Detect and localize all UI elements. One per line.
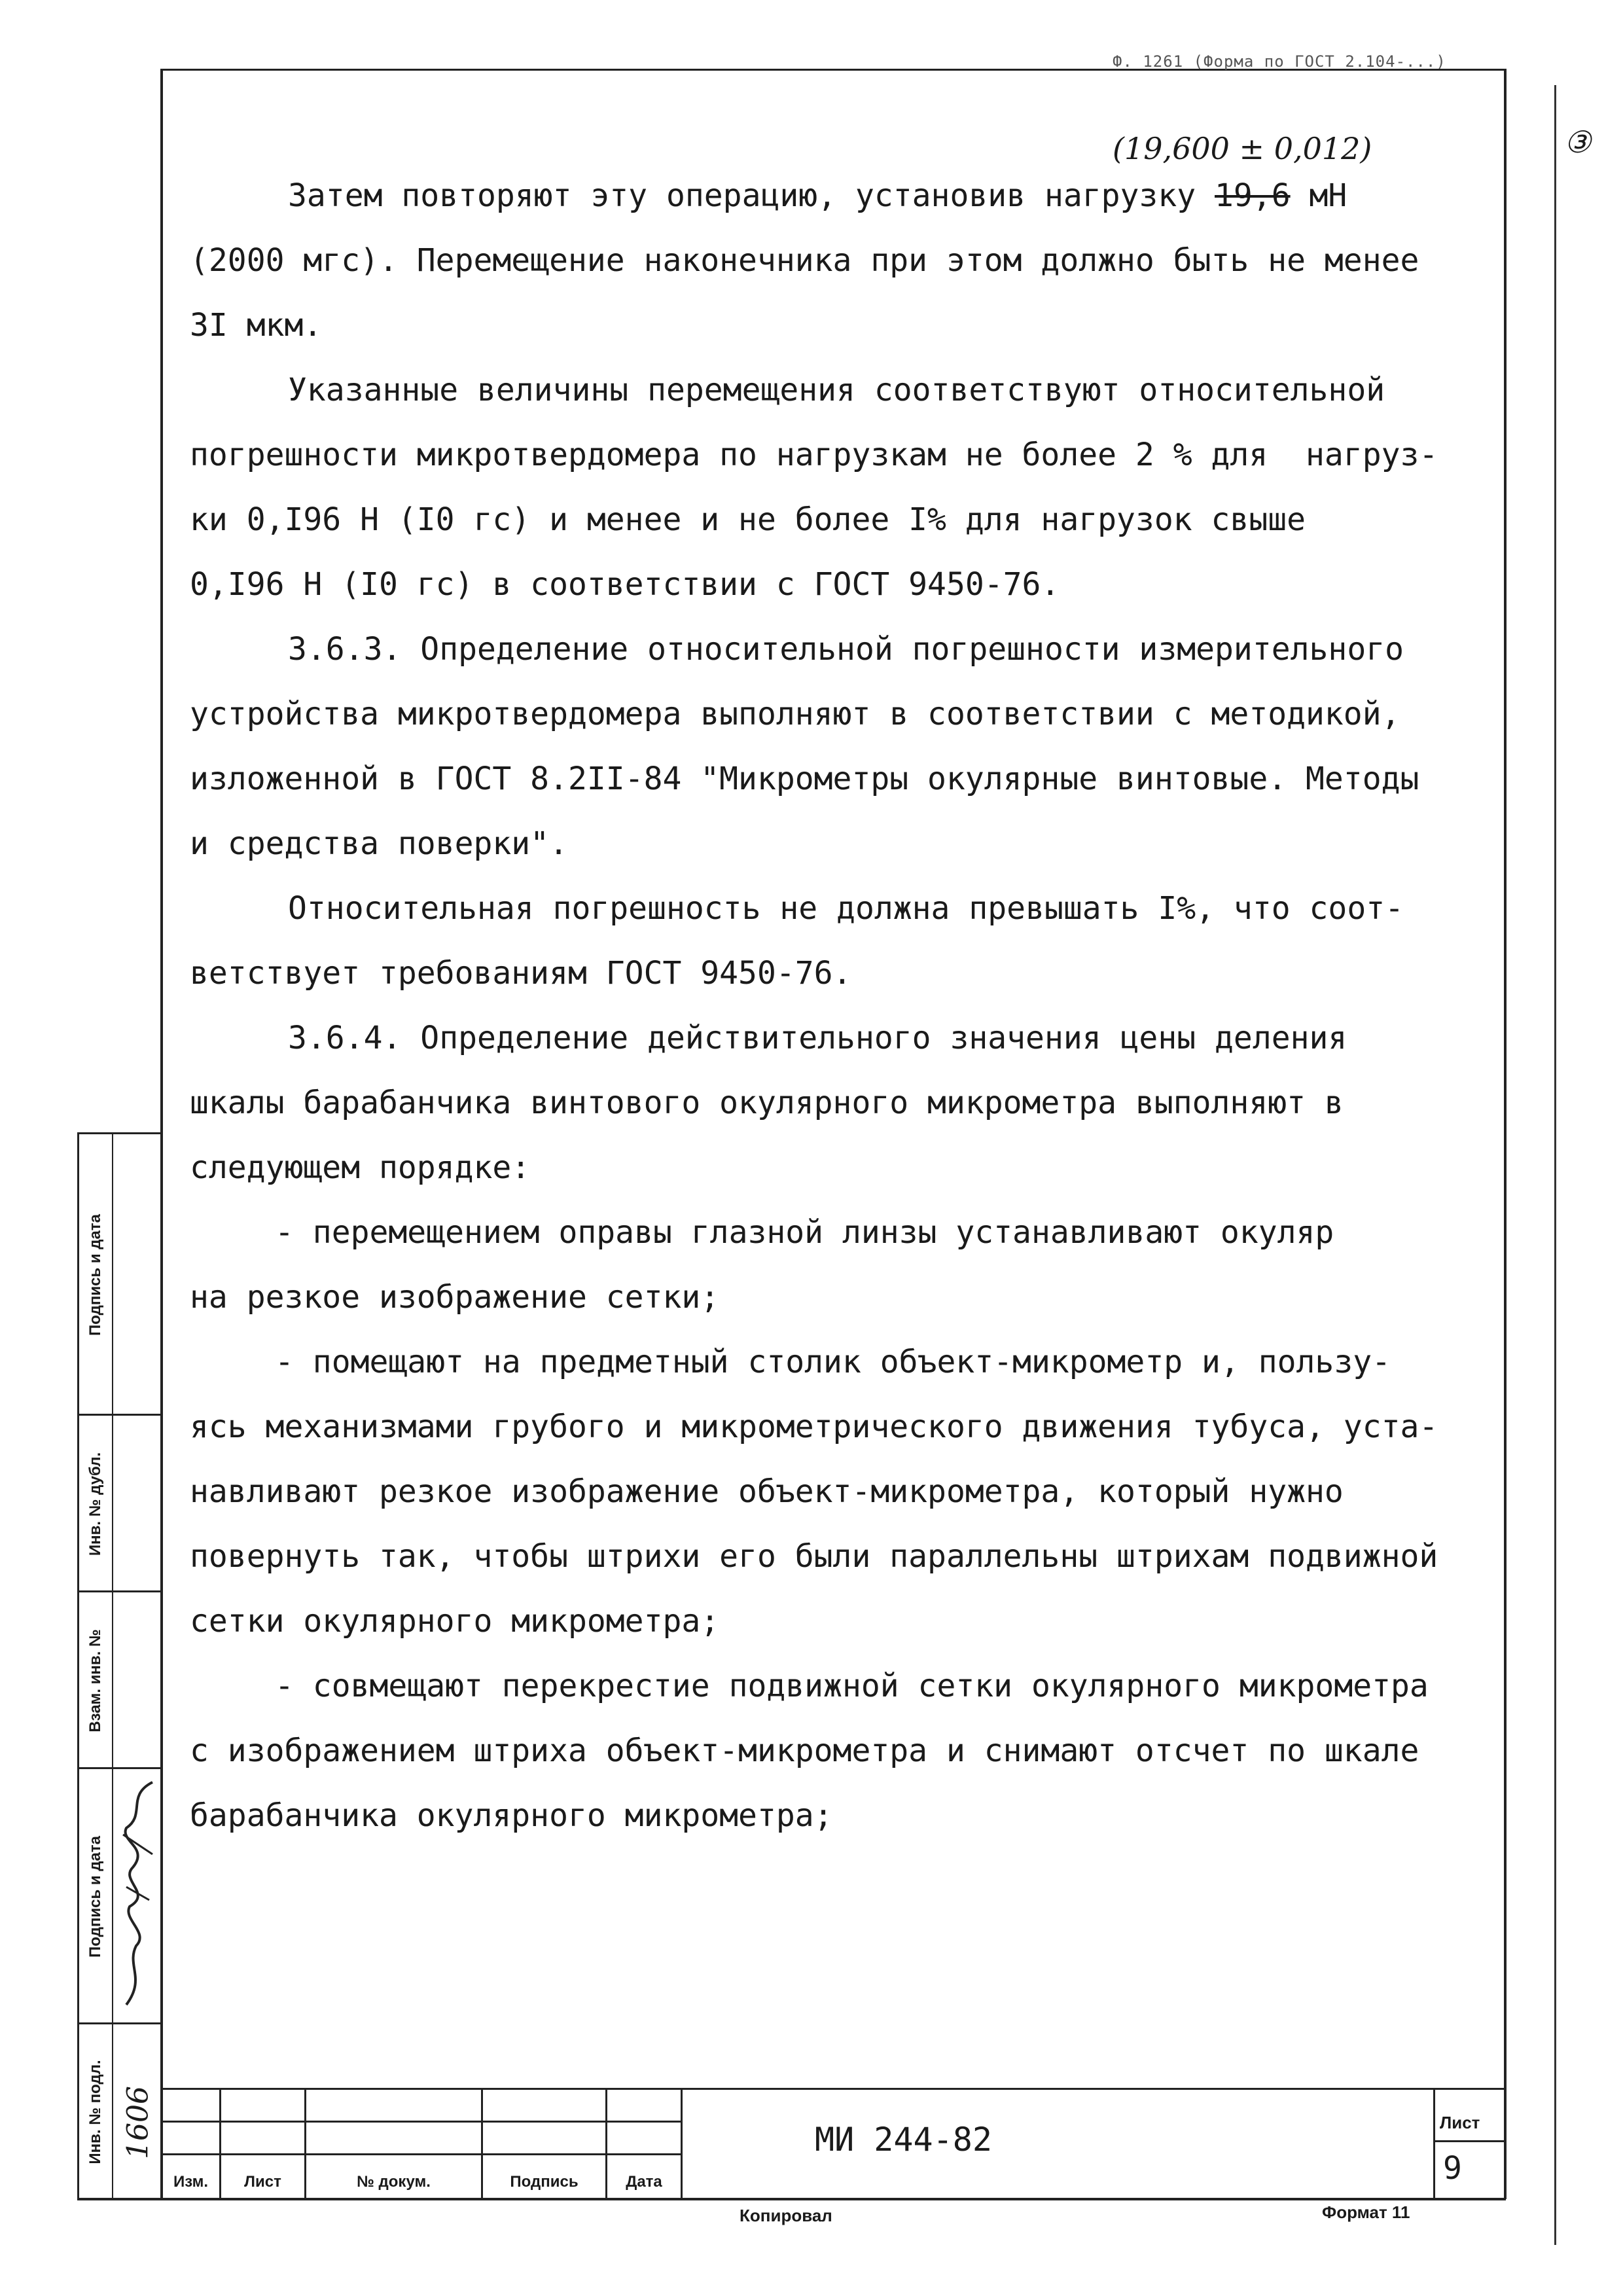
text-line: Относительная погрешность не должна превышать I%, что соот- xyxy=(288,890,1404,927)
stamp-field-replacement-inv xyxy=(79,1590,162,1769)
text-line: устройства микротвердомера выполняют в соответствии с методикой, xyxy=(190,696,1400,732)
text-line: повернуть так, чтобы штрихи его были параллельны штрихам подвижной xyxy=(190,1538,1438,1575)
text-line: и средства поверки". xyxy=(190,825,568,862)
text-line: 3I мкм. xyxy=(190,307,323,344)
col-doc-number: № докум. xyxy=(357,2173,431,2191)
frame-right-border xyxy=(1504,69,1507,2199)
document-code: МИ 244-82 xyxy=(815,2121,992,2159)
text-line: ветствует требованиям ГОСТ 9450-76. xyxy=(190,955,852,992)
text-line: - перемещением оправы глазной линзы устанавливают окуляр xyxy=(275,1214,1334,1251)
form-note: Ф. 1261 (Форма по ГОСТ 2.104-...) xyxy=(1113,52,1446,71)
text-line: - помещают на предметный столик объект-микрометр и, пользу- xyxy=(275,1344,1391,1380)
text-line: ки 0,I96 Н (I0 гс) и менее и не более I% для нагрузок свыше xyxy=(190,501,1306,538)
stamp-field-signature-date-2 xyxy=(79,1767,162,2024)
col-izm: Изм. xyxy=(173,2173,208,2191)
text-line: навливают резкое изображение объект-микрометра, который нужно xyxy=(190,1473,1344,1510)
stamp-label: Инв. № подл. xyxy=(86,2060,104,2164)
text-line: погрешности микротвердомера по нагрузкам не более 2 % для нагруз- xyxy=(190,437,1438,473)
text-line: шкалы барабанчика винтового окулярного микрометра выполняют в xyxy=(190,1085,1344,1121)
text-line: 3.6.3. Определение относительной погрешности измерительного xyxy=(288,631,1404,668)
stamp-label: Подпись и дата xyxy=(86,1214,104,1336)
stamp-label: Инв. № дубл. xyxy=(86,1452,104,1556)
body-text xyxy=(190,164,1499,1848)
text-line: изложенной в ГОСТ 8.2II-84 "Микрометры окулярные винтовые. Методы xyxy=(190,761,1419,797)
text-line: - совмещают перекрестие подвижной сетки окулярного микрометра xyxy=(275,1668,1429,1704)
footer-format: Формат 11 xyxy=(1322,2202,1410,2222)
stamp-label: Взам. инв. № xyxy=(86,1629,104,1732)
text-line: с изображением штриха объект-микрометра и снимают отсчет по шкале xyxy=(190,1732,1419,1769)
text-line: Затем повторяют эту операцию, установив нагрузку 19,6 мН xyxy=(288,177,1347,214)
struck-value: 19,6 xyxy=(1215,177,1291,214)
sheet-number: 9 xyxy=(1443,2150,1462,2187)
text-line: 3.6.4. Определение действительного значения цены деления xyxy=(288,1020,1347,1056)
text-line: 0,I96 Н (I0 гс) в соответствии с ГОСТ 9450-76. xyxy=(190,566,1060,603)
handwritten-signature xyxy=(113,1769,160,2018)
footer-copied: Копировал xyxy=(740,2206,832,2225)
page-mark: ③ xyxy=(1564,124,1592,160)
handwritten-correction: (19,600 ± 0,012) xyxy=(1113,131,1372,166)
text-line: следующем порядке: xyxy=(190,1149,531,1186)
outer-margin-line xyxy=(1554,85,1556,2245)
sheet-label: Лист xyxy=(1440,2113,1480,2132)
stamp-field-duplicate-inv xyxy=(79,1414,162,1592)
text-line: барабанчика окулярного микрометра; xyxy=(190,1797,833,1834)
col-date: Дата xyxy=(626,2173,662,2191)
stamp-label: Подпись и дата xyxy=(86,1836,104,1958)
stamp-field-original-inv xyxy=(79,2022,162,2200)
col-signature: Подпись xyxy=(510,2173,579,2191)
frame-bottom-border xyxy=(77,2198,1506,2200)
text-line: Указанные величины перемещения соответствуют относительной xyxy=(288,372,1385,408)
text-line: ясь механизмами грубого и микрометрического движения тубуса, уста- xyxy=(190,1408,1438,1445)
margin-stamp xyxy=(77,1132,162,2198)
col-list: Лист xyxy=(244,2173,281,2191)
text-line: на резкое изображение сетки; xyxy=(190,1279,720,1316)
text-line: (2000 мгс). Перемещение наконечника при этом должно быть не менее xyxy=(190,242,1419,279)
stamp-field-signature-date xyxy=(79,1132,162,1416)
text-line: сетки окулярного микрометра; xyxy=(190,1603,720,1640)
inv-number-handwritten: 1606 xyxy=(121,2086,155,2159)
